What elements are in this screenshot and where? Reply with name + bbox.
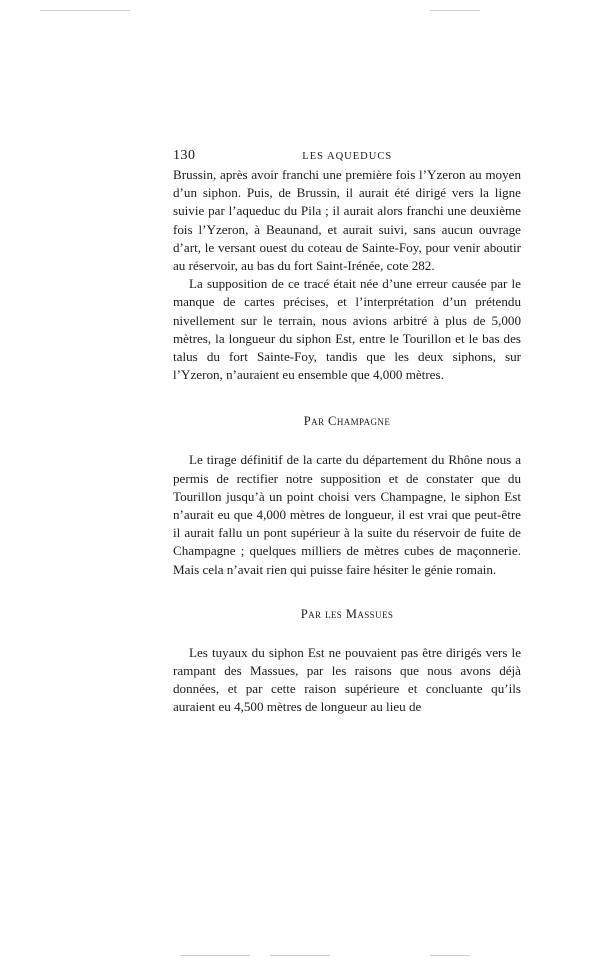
paragraph-4: Les tuyaux du siphon Est ne pouvaient pas être dirigés vers le rampant des Massues, par les raisons que nous avons déjà données, et par cette raison supérieure et concluante qu’ils auraient eu 4,500 mètres de longueur au lieu de <box>173 644 521 715</box>
paragraph-1: Brussin, après avoir franchi une première fois l’Yzeron au moyen d’un siphon. Puis, de Brussin, il aurait été dirigé vers la ligne suivie par l’aqueduc du Pila ; il aurait alors franchi une deuxième fois l’Yzeron, à Beaunand, et aurait suivi, sans aucun ouvrage d’art, le versant ouest du coteau de Sainte-Foy, pour venir aboutir au réservoir, au bas du fort Saint-Irénée, cote 282. <box>173 167 521 274</box>
section-heading-champagne: Par Champagne <box>303 414 391 429</box>
paragraph-2: La supposition de ce tracé était née d’une erreur causée par le manque de cartes précises, et l’interprétation d’un prétendu nivellement sur le terrain, nous avions arbitré à plus de 5,000 mètres, la longueur du siphon Est, entre le Tourillon et le bas des talus du fort Sainte-Foy, tandis que les deux siphons, sur l’Yzeron, n’auraient eu ensemble que 4,000 mètres. <box>173 276 521 383</box>
running-title: LES AQUEDUCS <box>302 151 393 162</box>
paragraph-3: Le tirage définitif de la carte du département du Rhône nous a permis de rectifier notre supposition et de constater que du Tourillon jusqu’à un point choisi vers Champagne, le siphon Est n’aurait eu que 4,000 mètres de longueur, il est vrai que peut-être il aurait fallu un pont supérieur à la suite du réservoir de fuite de Champagne ; quelques milliers de mètres cubes de maçonnerie. Mais cela n’avait rien qui puisse faire hésiter le génie romain. <box>173 452 521 577</box>
top-scan-rule <box>40 10 130 11</box>
top-scan-rule-right <box>430 10 480 11</box>
page-header <box>173 148 521 164</box>
bottom-scan-rule <box>180 955 250 956</box>
bottom-scan-rule-right <box>430 955 470 956</box>
section-heading-massues: Par les Massues <box>300 606 394 621</box>
book-page <box>173 148 521 717</box>
bottom-scan-rule-mid <box>270 955 330 956</box>
page-number: 130 <box>173 148 196 163</box>
